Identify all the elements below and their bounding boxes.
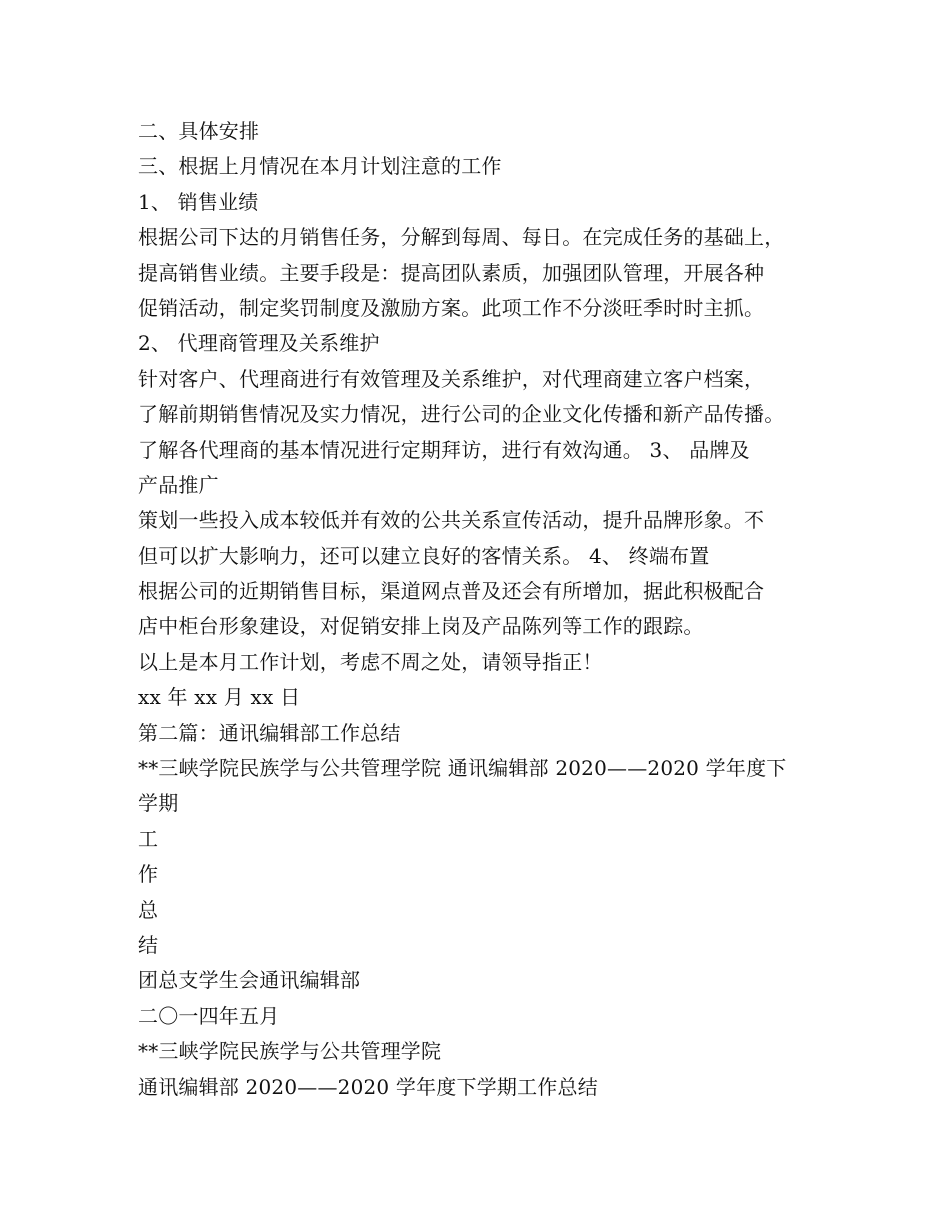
vertical-title-char: 工	[138, 826, 159, 851]
paragraph-line: 产品推广	[138, 472, 219, 497]
paragraph-line: 了解各代理商的基本情况进行定期拜访，进行有效沟通。 3、 品牌及	[138, 437, 750, 462]
vertical-title-char: 总	[138, 897, 159, 922]
paragraph-line: 店中柜台形象建设，对促销安排上岗及产品陈列等工作的跟踪。	[138, 614, 704, 639]
paragraph-line: 根据公司下达的月销售任务，分解到每周、每日。在完成任务的基础上，	[138, 225, 785, 250]
date-line: xx 年 xx 月 xx 日	[138, 685, 301, 710]
paragraph-line: 提高销售业绩。主要手段是：提高团队素质，加强团队管理，开展各种	[138, 260, 765, 285]
paragraph-line: 促销活动，制定奖罚制度及激励方案。此项工作不分淡旺季时时主抓。	[138, 295, 765, 320]
document-body	[138, 114, 828, 1105]
report-title-line: **三峡学院民族学与公共管理学院 通讯编辑部 2020——2020 学年度下	[138, 756, 787, 781]
chapter-title: 第二篇：通讯编辑部工作总结	[138, 720, 401, 745]
paragraph-line: 但可以扩大影响力，还可以建立良好的客情关系。 4、 终端布置	[138, 543, 710, 568]
department-line: 团总支学生会通讯编辑部	[138, 968, 361, 993]
section-heading-notes: 三、根据上月情况在本月计划注意的工作	[138, 154, 502, 179]
paragraph-line: 策划一些投入成本较低并有效的公共关系宣传活动，提升品牌形象。不	[138, 508, 765, 533]
date-line: 二〇一四年五月	[138, 1003, 280, 1028]
vertical-title-char: 作	[138, 862, 159, 887]
paragraph-line: 了解前期销售情况及实力情况，进行公司的企业文化传播和新产品传播。	[138, 402, 785, 427]
college-line: **三峡学院民族学与公共管理学院	[138, 1039, 442, 1064]
vertical-title-char: 结	[138, 932, 159, 957]
closing-line: 以上是本月工作计划，考虑不周之处，请领导指正！	[138, 649, 603, 674]
report-title-line: 学期	[138, 791, 179, 816]
item-heading-agents: 2、 代理商管理及关系维护	[138, 331, 380, 356]
item-heading-sales: 1、 销售业绩	[138, 189, 259, 214]
report-subtitle-line: 通讯编辑部 2020——2020 学年度下学期工作总结	[138, 1074, 598, 1099]
paragraph-line: 针对客户、代理商进行有效管理及关系维护，对代理商建立客户档案，	[138, 366, 765, 391]
paragraph-line: 根据公司的近期销售目标，渠道网点普及还会有所增加，据此积极配合	[138, 579, 765, 604]
section-heading-arrangement: 二、具体安排	[138, 119, 260, 143]
